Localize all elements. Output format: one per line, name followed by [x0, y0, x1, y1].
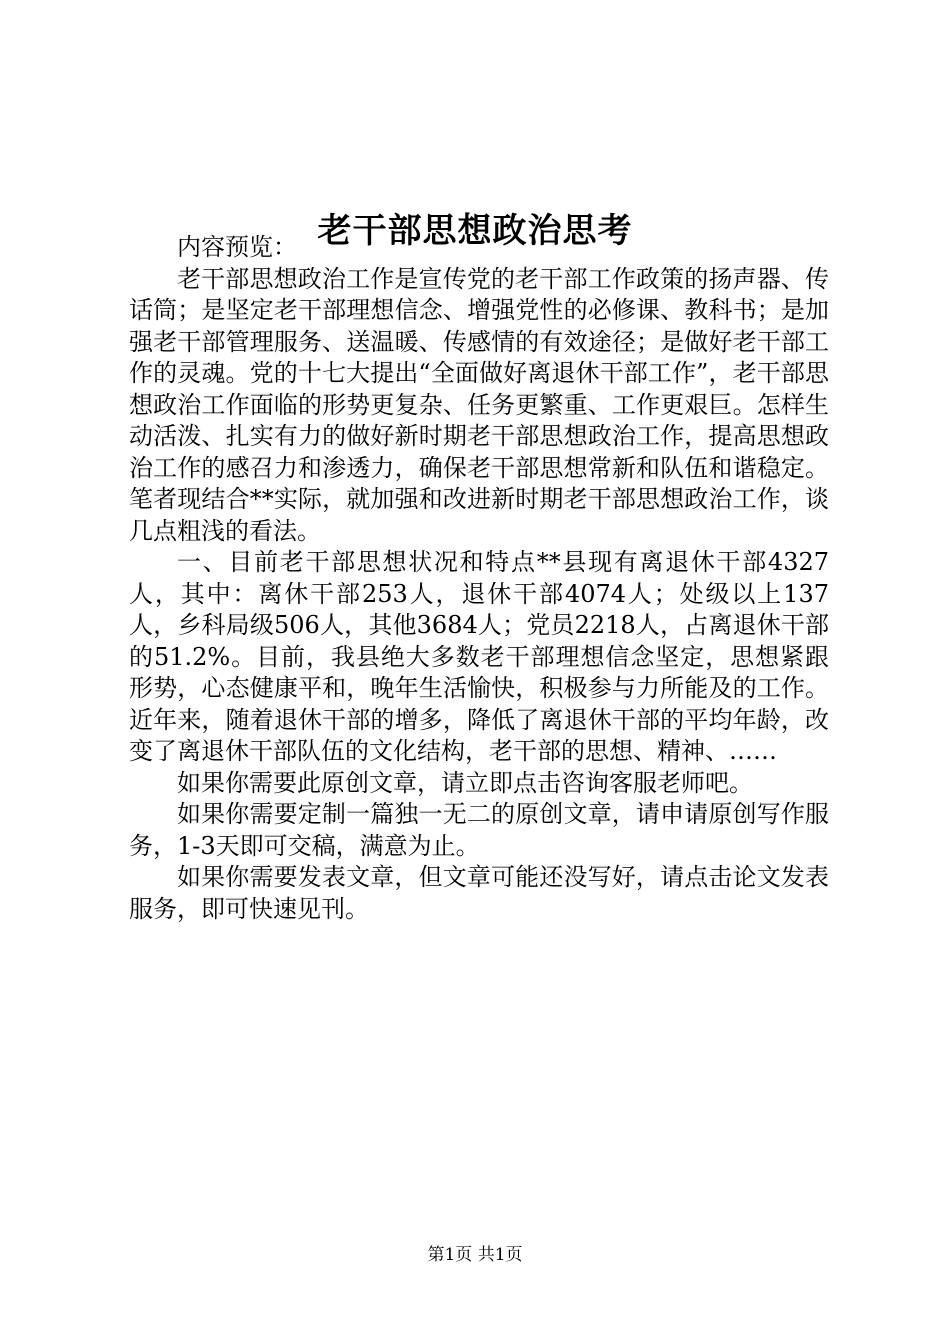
body-paragraph-section-one: 一、目前老干部思想状况和特点**县现有离退休干部4327人，其中：离休干部253人，退休干部4074人；处级以上137人，乡科局级506人，其他3684人；党员2218人，占离退休干部的51.2%。目前，我县绝大多数老干部理想信念坚定，思想紧跟形势，心态健康平和，晚年生活愉快，积极参与力所能及的工作。近年来，随着退休干部的增多，降低了离退休干部的平均年龄，改变了离退休干部队伍的文化结构，老干部的思想、精神、…… [129, 548, 829, 765]
body-paragraph-intro: 老干部思想政治工作是宣传党的老干部工作政策的扬声器、传话筒；是坚定老干部理想信念、增强党性的必修课、教科书；是加强老干部管理服务、送温暖、传感情的有效途径；是做好老干部工作的灵魂。党的十七大提出“全面做好离退休干部工作”，老干部思想政治工作面临的形势更复杂、任务更繁重、工作更艰巨。怎样生动活泼、扎实有力的做好新时期老干部思想政治工作，提高思想政治工作的感召力和渗透力，确保老干部思想常新和队伍和谐稳定。笔者现结合**实际，就加强和改进新时期老干部思想政治工作，谈几点粗浅的看法。 [129, 264, 829, 545]
document-body [129, 232, 829, 925]
page-footer: 第1页 共1页 [427, 1245, 523, 1265]
page-title: 老干部思想政治思考 [317, 210, 633, 251]
preview-label: 内容预览： [177, 233, 297, 261]
cta-custom-writing-link[interactable]: 如果你需要定制一篇独一无二的原创文章，请申请原创写作服务，1-3天即可交稿，满意为止。 [129, 800, 829, 860]
cta-publishing-link[interactable]: 如果你需要发表文章，但文章可能还没写好，请点击论文发表服务，即可快速见刊。 [129, 863, 829, 923]
cta-consult-link[interactable]: 如果你需要此原创文章，请立即点击咨询客服老师吧。 [177, 768, 753, 797]
